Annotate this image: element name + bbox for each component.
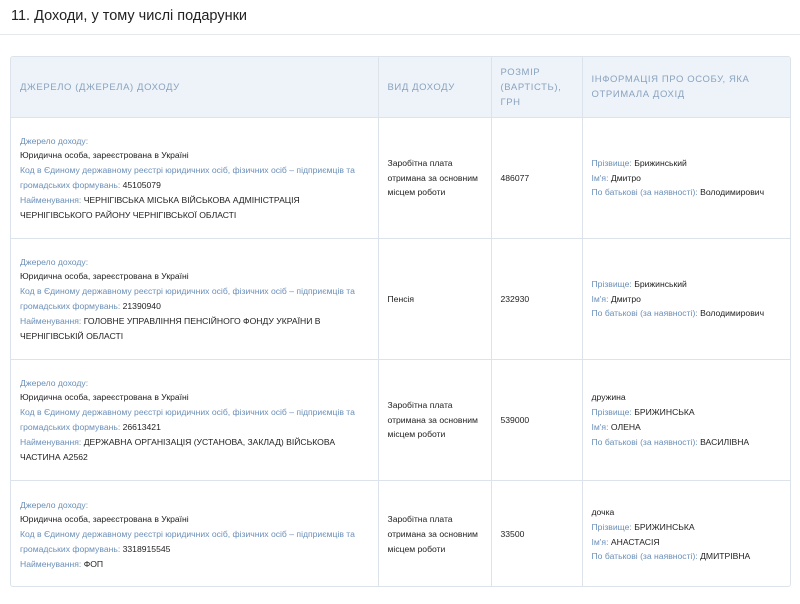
source-cell <box>11 118 378 239</box>
amount-cell: 33500 <box>491 481 582 588</box>
recipient-cell <box>582 360 790 481</box>
patronymic-label: По батькові (за наявності): <box>591 551 698 562</box>
code-value: 3318915545 <box>122 543 171 554</box>
given-name-label: Ім'я: <box>591 172 609 183</box>
source-cell <box>11 360 378 481</box>
surname-value: Брижинський <box>634 157 687 168</box>
source-label: Джерело доходу: <box>20 256 89 267</box>
table-header-row <box>11 57 790 118</box>
table-row <box>11 239 790 360</box>
recipient-cell <box>582 239 790 360</box>
source-type: Юридична особа, зареєстрована в Україні <box>20 271 189 282</box>
given-name-value: Дмитро <box>610 172 641 183</box>
source-type: Юридична особа, зареєстрована в Україні <box>20 514 189 525</box>
patronymic-value: Володимирович <box>700 308 765 319</box>
given-name-value: Дмитро <box>610 293 641 304</box>
header-amount: РОЗМІР (ВАРТІСТЬ), ГРН <box>491 57 582 118</box>
given-name-value: ОЛЕНА <box>610 422 641 432</box>
given-name-value: АНАСТАСІЯ <box>610 536 660 547</box>
code-label: Код в Єдиному державному реєстрі юридичних осіб, фізичних осіб – підприємців та громадських формувань: <box>20 529 355 554</box>
patronymic-value: ДМИТРІВНА <box>700 551 751 562</box>
income-type-cell: Заробітна плата отримана за основним місцем роботи <box>378 481 491 588</box>
income-type-cell: Заробітна плата отримана за основним місцем роботи <box>378 118 491 239</box>
name-value: ДЕРЖАВНА ОРГАНІЗАЦІЯ (УСТАНОВА, ЗАКЛАД) ВІЙСЬКОВА ЧАСТИНА А2562 <box>20 436 336 462</box>
source-type: Юридична особа, зареєстрована в Україні <box>20 392 189 403</box>
income-table-container <box>10 56 791 587</box>
source-type: Юридична особа, зареєстрована в Україні <box>20 150 189 161</box>
income-type-cell: Заробітна плата отримана за основним місцем роботи <box>378 360 491 481</box>
surname-label: Прізвище: <box>591 407 632 418</box>
source-label: Джерело доходу: <box>20 499 89 510</box>
code-label: Код в Єдиному державному реєстрі юридичних осіб, фізичних осіб – підприємців та громадських формувань: <box>20 407 355 432</box>
amount-cell: 486077 <box>491 118 582 239</box>
name-value: ЧЕРНІГІВСЬКА МІСЬКА ВІЙСЬКОВА АДМІНІСТРАЦІЯ ЧЕРНІГІВСЬКОГО РАЙОНУ ЧЕРНІГІВСЬКОЇ ОБЛАСТІ <box>20 194 300 220</box>
name-value: ГОЛОВНЕ УПРАВЛІННЯ ПЕНСІЙНОГО ФОНДУ УКРАЇНИ В ЧЕРНІГІВСЬКІЙ ОБЛАСТІ <box>20 315 321 341</box>
source-label: Джерело доходу: <box>20 377 89 388</box>
source-cell <box>11 239 378 360</box>
name-label: Найменування: <box>20 315 82 326</box>
relation-value: дружина <box>591 392 626 403</box>
header-income-type: ВИД ДОХОДУ <box>378 57 491 118</box>
table-row <box>11 360 790 481</box>
recipient-cell <box>582 118 790 239</box>
name-label: Найменування: <box>20 558 82 569</box>
given-name-label: Ім'я: <box>591 293 609 304</box>
patronymic-value: ВАСИЛІВНА <box>700 436 750 447</box>
relation-value: дочка <box>591 506 615 517</box>
source-label: Джерело доходу: <box>20 135 89 146</box>
surname-value: Брижинський <box>634 278 687 289</box>
surname-label: Прізвище: <box>591 521 632 532</box>
income-table <box>11 57 790 587</box>
patronymic-label: По батькові (за наявності): <box>591 187 698 198</box>
header-recipient: ІНФОРМАЦІЯ ПРО ОСОБУ, ЯКА ОТРИМАЛА ДОХІД <box>582 57 790 118</box>
amount-cell: 232930 <box>491 239 582 360</box>
name-label: Найменування: <box>20 194 82 205</box>
name-label: Найменування: <box>20 436 82 447</box>
name-value: ФОП <box>83 558 104 569</box>
income-type-cell: Пенсія <box>378 239 491 360</box>
surname-value: БРИЖИНСЬКА <box>634 521 695 532</box>
code-label: Код в Єдиному державному реєстрі юридичних осіб, фізичних осіб – підприємців та громадських формувань: <box>20 286 355 311</box>
section-title: 11. Доходи, у тому числі подарунки <box>11 8 248 24</box>
source-cell <box>11 481 378 588</box>
given-name-label: Ім'я: <box>591 422 609 432</box>
code-value: 26613421 <box>122 422 161 432</box>
amount-cell: 539000 <box>491 360 582 481</box>
table-row <box>11 481 790 588</box>
code-value: 21390940 <box>122 301 161 311</box>
patronymic-value: Володимирович <box>700 187 765 198</box>
surname-label: Прізвище: <box>591 157 632 168</box>
recipient-cell <box>582 481 790 588</box>
patronymic-label: По батькові (за наявності): <box>591 308 698 319</box>
code-value: 45105079 <box>122 180 161 190</box>
surname-value: БРИЖИНСЬКА <box>634 407 695 418</box>
title-divider <box>0 34 800 35</box>
given-name-label: Ім'я: <box>591 536 609 547</box>
code-label: Код в Єдиному державному реєстрі юридичних осіб, фізичних осіб – підприємців та громадських формувань: <box>20 165 355 190</box>
table-row <box>11 118 790 239</box>
patronymic-label: По батькові (за наявності): <box>591 436 698 447</box>
header-source: ДЖЕРЕЛО (ДЖЕРЕЛА) ДОХОДУ <box>11 57 378 118</box>
surname-label: Прізвище: <box>591 278 632 289</box>
